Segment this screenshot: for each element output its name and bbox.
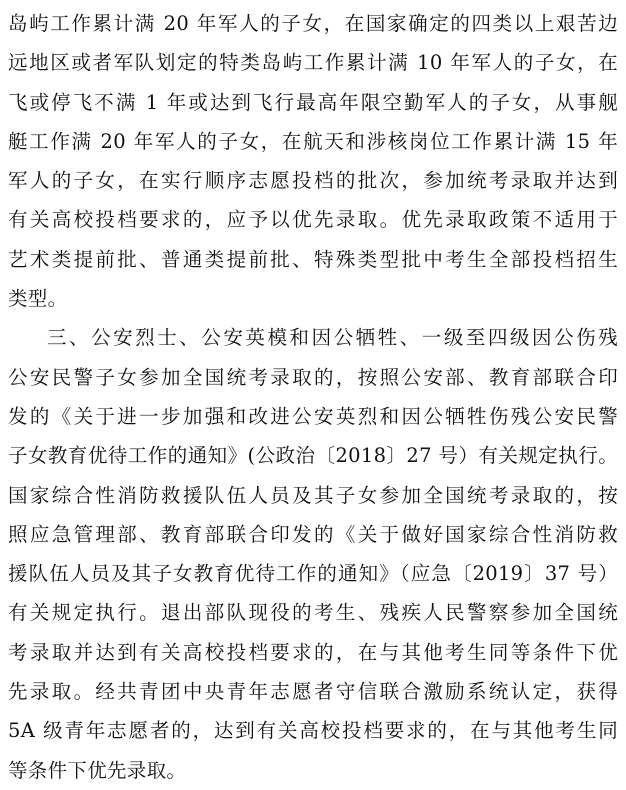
text-line: 援队伍人员及其子女教育优待工作的通知》（应急〔2019〕37 号） xyxy=(8,562,618,586)
text-line: 等条件下优先录取。 xyxy=(8,758,187,782)
text-line: 子女教育优待工作的通知》(公政治〔2018〕27 号）有关规定执行。 xyxy=(8,444,618,468)
text-line: 艺术类提前批、普通类提前批、特殊类型批中考生全部投档招生 xyxy=(8,247,618,271)
paragraph-continued xyxy=(8,4,618,318)
text-line: 远地区或者军队划定的特类岛屿工作累计满 10 年军人的子女，在 xyxy=(8,51,618,75)
text-line: 飞或停飞不满 1 年或达到飞行最高年限空勤军人的子女，从事舰 xyxy=(8,90,618,114)
text-line: 照应急管理部、教育部联合印发的《关于做好国家综合性消防救 xyxy=(8,522,618,546)
text-line: 先录取。经共青团中央青年志愿者守信联合激励系统认定，获得 xyxy=(8,680,618,704)
text-line: 三、公安烈士、公安英模和因公牺牲、一级至四级因公伤残 xyxy=(47,326,618,350)
text-line: 公安民警子女参加全国统考录取的，按照公安部、教育部联合印 xyxy=(8,365,618,389)
text-line: 类型。 xyxy=(8,287,68,311)
text-line: 军人的子女，在实行顺序志愿投档的批次，参加统考录取并达到 xyxy=(8,169,618,193)
text-line: 考录取并达到有关高校投档要求的，在与其他考生同等条件下优 xyxy=(8,640,618,664)
text-line: 艇工作满 20 年军人的子女，在航天和涉核岗位工作累计满 15 年 xyxy=(8,129,618,153)
text-line: 5A 级青年志愿者的，达到有关高校投档要求的，在与其他考生同 xyxy=(8,719,618,743)
text-line: 有关高校投档要求的，应予以优先录取。优先录取政策不适用于 xyxy=(8,208,618,232)
text-line: 岛屿工作累计满 20 年军人的子女，在国家确定的四类以上艰苦边 xyxy=(8,12,618,35)
text-line: 国家综合性消防救援队伍人员及其子女参加全国统考录取的，按 xyxy=(8,483,618,507)
text-line: 发的《关于进一步加强和改进公安英烈和因公牺牲伤残公安民警 xyxy=(8,404,618,428)
paragraph-section-three xyxy=(8,318,618,790)
text-line: 有关规定执行。退出部队现役的考生、残疾人民警察参加全国统 xyxy=(8,601,618,625)
